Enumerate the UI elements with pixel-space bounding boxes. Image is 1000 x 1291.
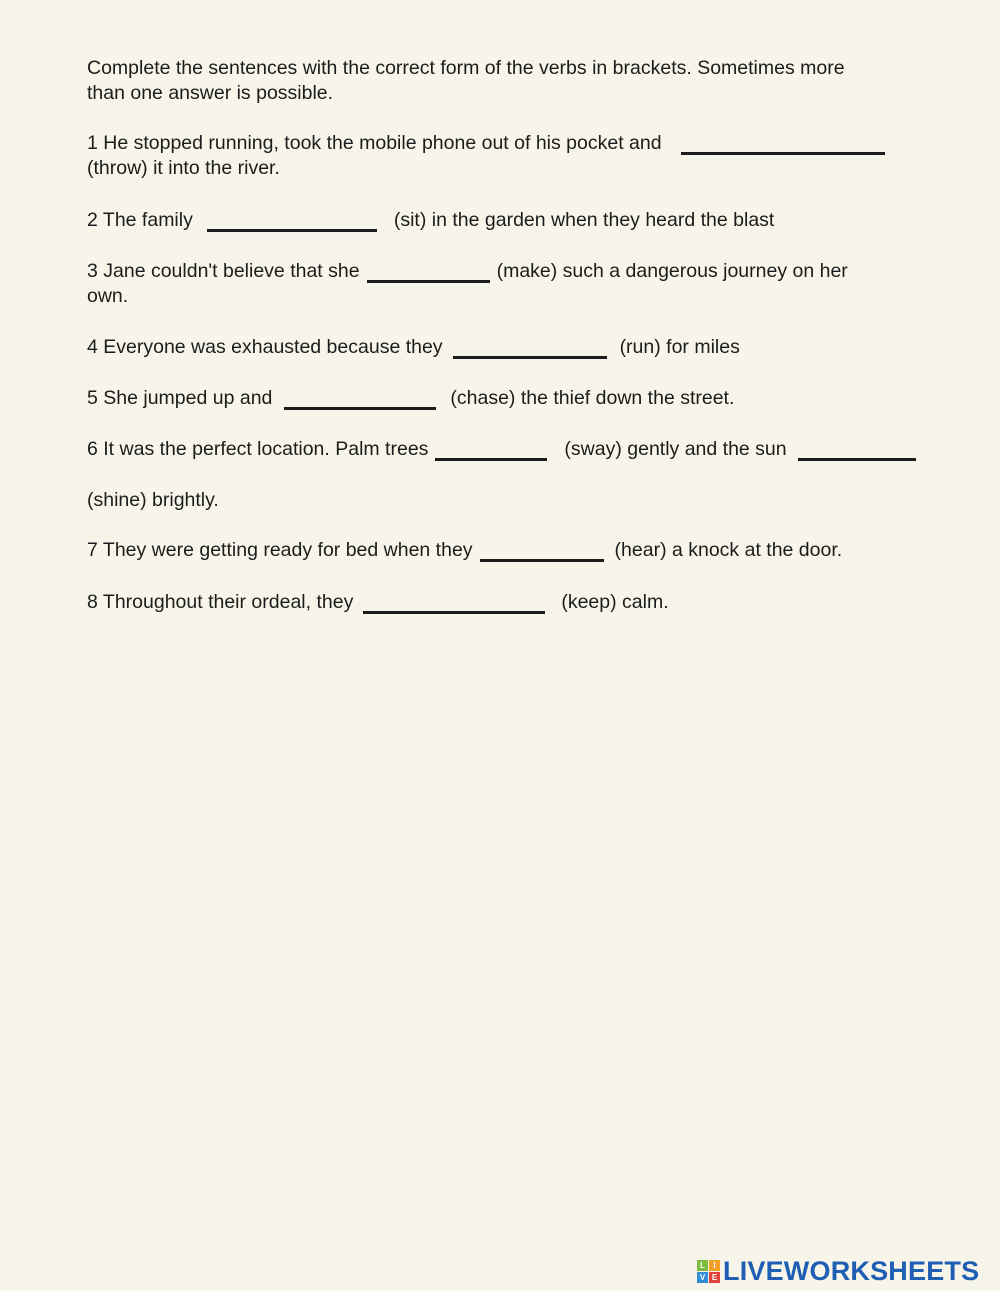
answer-blank-8[interactable] (363, 611, 545, 614)
question-3 (87, 259, 848, 284)
logo-mark-icon (697, 1260, 720, 1283)
logo-mark-i: I (709, 1260, 720, 1271)
question-8 (87, 590, 669, 615)
question-4-verb: (run) for miles (619, 336, 740, 358)
answer-blank-6b[interactable] (798, 458, 916, 461)
answer-blank-4[interactable] (453, 356, 607, 359)
question-6-verb: (sway) gently and the sun (564, 438, 787, 460)
logo-mark-l: L (697, 1260, 708, 1271)
logo-text: LIVEWORKSHEETS (723, 1255, 980, 1286)
question-1 (87, 131, 885, 156)
answer-blank-2[interactable] (207, 229, 377, 232)
question-5-text: 5 She jumped up and (87, 387, 273, 409)
question-2-text: 2 The family (87, 209, 193, 231)
answer-blank-7[interactable] (480, 559, 604, 562)
question-6 (87, 437, 916, 462)
question-3-text: 3 Jane couldn't believe that she (87, 260, 360, 282)
question-1-text: 1 He stopped running, took the mobile phone out of his pocket and (87, 132, 662, 154)
answer-blank-6a[interactable] (435, 458, 547, 461)
question-5 (87, 386, 734, 411)
instructions-line-2: than one answer is possible. (87, 82, 334, 104)
question-7 (87, 538, 842, 563)
question-7-verb: (hear) a knock at the door. (614, 539, 843, 561)
question-7-text: 7 They were getting ready for bed when they (87, 539, 473, 561)
question-3-continued: own. (87, 285, 129, 307)
question-2 (87, 208, 774, 233)
question-5-verb: (chase) the thief down the street. (450, 387, 735, 409)
question-1-continued: (throw) it into the river. (87, 157, 280, 179)
question-4-text: 4 Everyone was exhausted because they (87, 336, 443, 358)
logo-mark-e: E (709, 1272, 720, 1283)
question-8-text: 8 Throughout their ordeal, they (87, 591, 354, 613)
question-8-verb: (keep) calm. (561, 591, 669, 613)
logo-mark-v: V (697, 1272, 708, 1283)
answer-blank-3[interactable] (367, 280, 490, 283)
question-3-verb: (make) such a dangerous journey on her (496, 260, 848, 282)
question-4 (87, 335, 740, 360)
question-6-text: 6 It was the perfect location. Palm trees (87, 438, 429, 460)
liveworksheets-logo (697, 1256, 979, 1286)
instructions-line-1: Complete the sentences with the correct form of the verbs in brackets. Sometimes more (87, 57, 845, 79)
answer-blank-5[interactable] (284, 407, 436, 410)
question-2-verb: (sit) in the garden when they heard the blast (393, 209, 775, 231)
question-6-continued: (shine) brightly. (87, 489, 219, 511)
answer-blank-1[interactable] (681, 152, 885, 155)
